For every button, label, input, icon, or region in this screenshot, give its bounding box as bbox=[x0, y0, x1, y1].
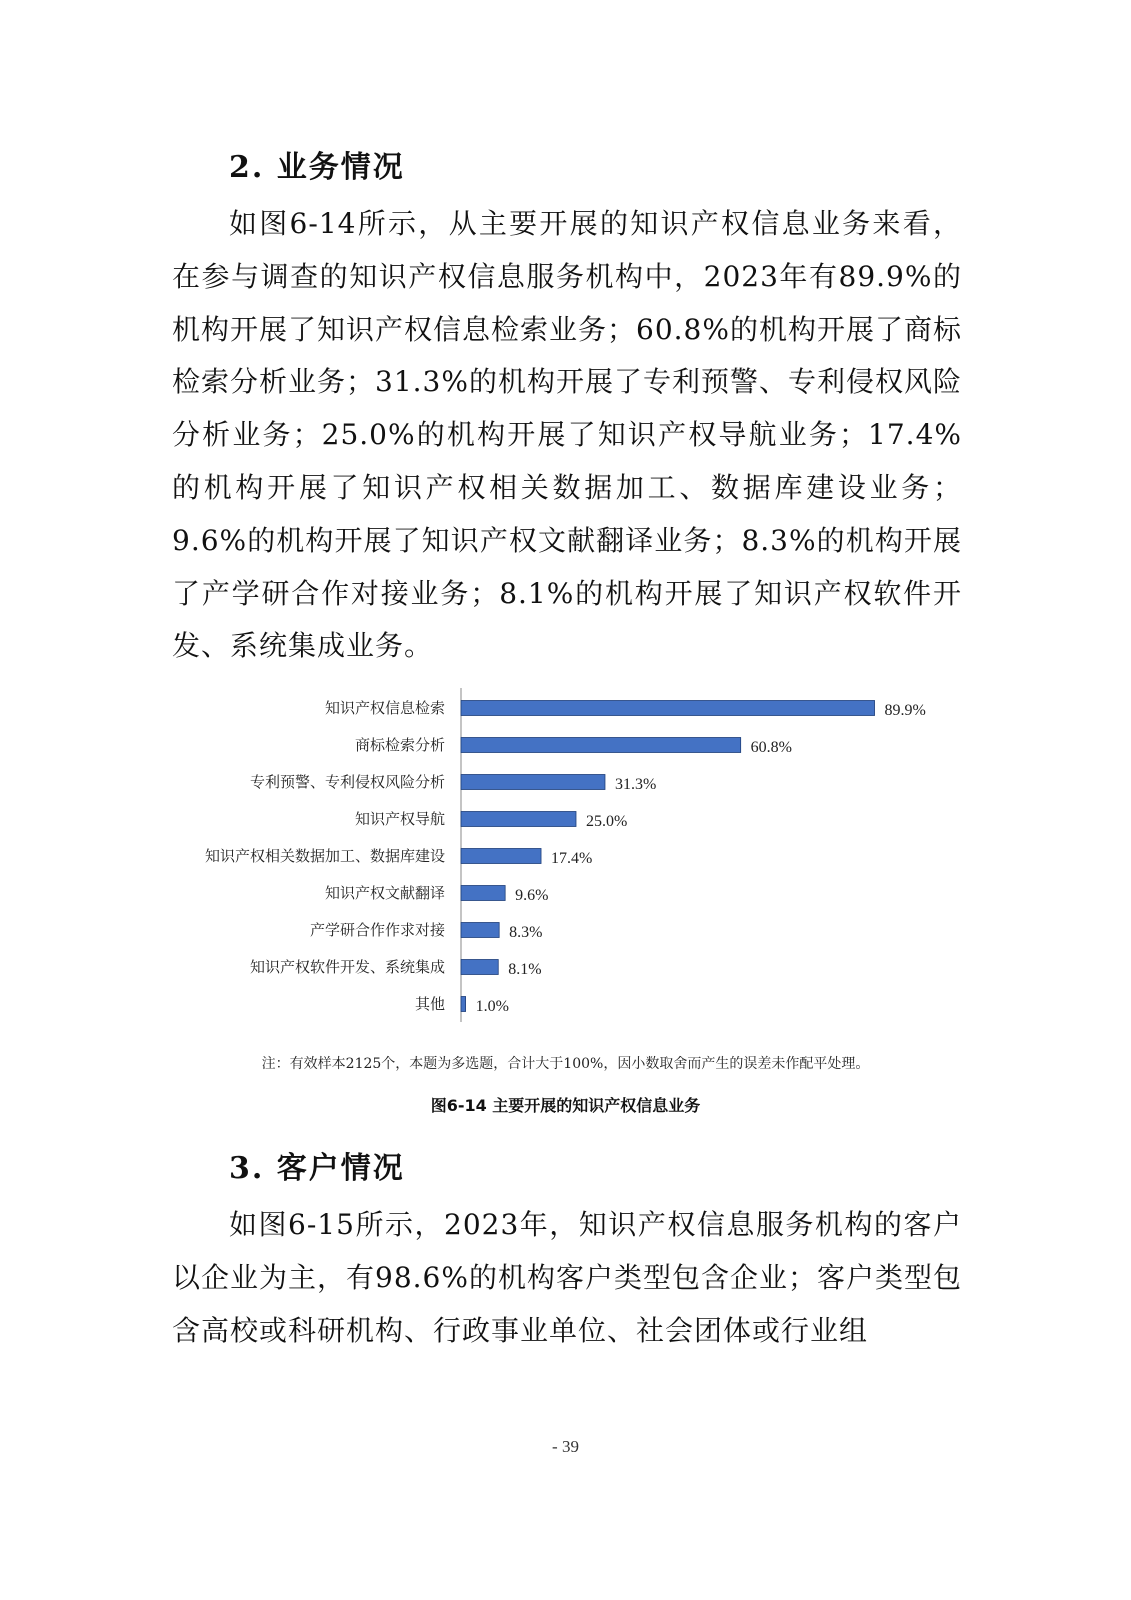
bar-4 bbox=[461, 849, 541, 864]
value-label-6: 8.3% bbox=[509, 924, 543, 941]
category-label-5: 知识产权文献翻译 bbox=[324, 884, 445, 902]
category-label-0: 知识产权信息检索 bbox=[324, 699, 445, 717]
bar-8 bbox=[461, 997, 466, 1012]
value-label-3: 25.0% bbox=[586, 813, 628, 830]
bar-5 bbox=[461, 886, 505, 901]
value-label-1: 60.8% bbox=[750, 739, 793, 756]
value-label-2: 31.3% bbox=[614, 776, 657, 793]
value-label-8: 1.0% bbox=[475, 998, 509, 1015]
value-label-7: 8.1% bbox=[508, 961, 542, 978]
bar-2 bbox=[461, 775, 605, 790]
bar-7 bbox=[461, 960, 498, 975]
page-number: - 39 bbox=[552, 1437, 579, 1456]
figure-caption: 图6-14 主要开展的知识产权信息业务 bbox=[430, 1096, 701, 1115]
bar-6 bbox=[461, 923, 499, 938]
category-label-4: 知识产权相关数据加工、数据库建设 bbox=[204, 847, 445, 865]
category-label-6: 产学研合作作求对接 bbox=[309, 921, 445, 939]
value-label-4: 17.4% bbox=[551, 850, 593, 867]
section-heading-clients: 3. 客户情况 bbox=[229, 1151, 405, 1186]
category-label-7: 知识产权软件开发、系统集成 bbox=[249, 958, 445, 976]
bar-0 bbox=[461, 701, 875, 716]
chart-note: 注：有效样本2125个，本题为多选题，合计大于100%，因小数取舍而产生的误差未作配平处理。 bbox=[261, 1056, 870, 1072]
category-label-1: 商标检索分析 bbox=[354, 736, 445, 754]
value-label-0: 89.9% bbox=[884, 702, 926, 719]
clients-paragraph: 如图6-15所示，2023年，知识产权信息服务机构的客户以企业为主，有98.6%的机构客户类型包含企业；客户类型包含高校或科研机构、行政事业单位、社会团体或行业组 bbox=[172, 1208, 962, 1347]
value-label-5: 9.6% bbox=[515, 887, 549, 904]
business-paragraph: 如图6-14所示，从主要开展的知识产权信息业务来看，在参与调查的知识产权信息服务机构中，2023年有89.9%的机构开展了知识产权信息检索业务；60.8%的机构开展了商标检索分析业务；31.3%的机构开展了专利预警、专利侵权风险分析业务；25.0%的机构开展了知识产权导航业务；17.4%的机构开展了知识产权相关数据加工、数据库建设业务；9.6%的机构开展了知识产权文献翻译业务；8.3%的机构开展了产学研合作对接业务；8.1%的机构开展了知识产权软件开发、系统集成业务。 bbox=[172, 207, 962, 663]
category-label-3: 知识产权导航 bbox=[354, 810, 445, 828]
category-label-2: 专利预警、专利侵权风险分析 bbox=[249, 773, 445, 791]
section-heading-business: 2. 业务情况 bbox=[229, 150, 405, 185]
bar-3 bbox=[461, 812, 576, 827]
category-label-8: 其他 bbox=[414, 995, 445, 1013]
bar-1 bbox=[461, 738, 741, 753]
